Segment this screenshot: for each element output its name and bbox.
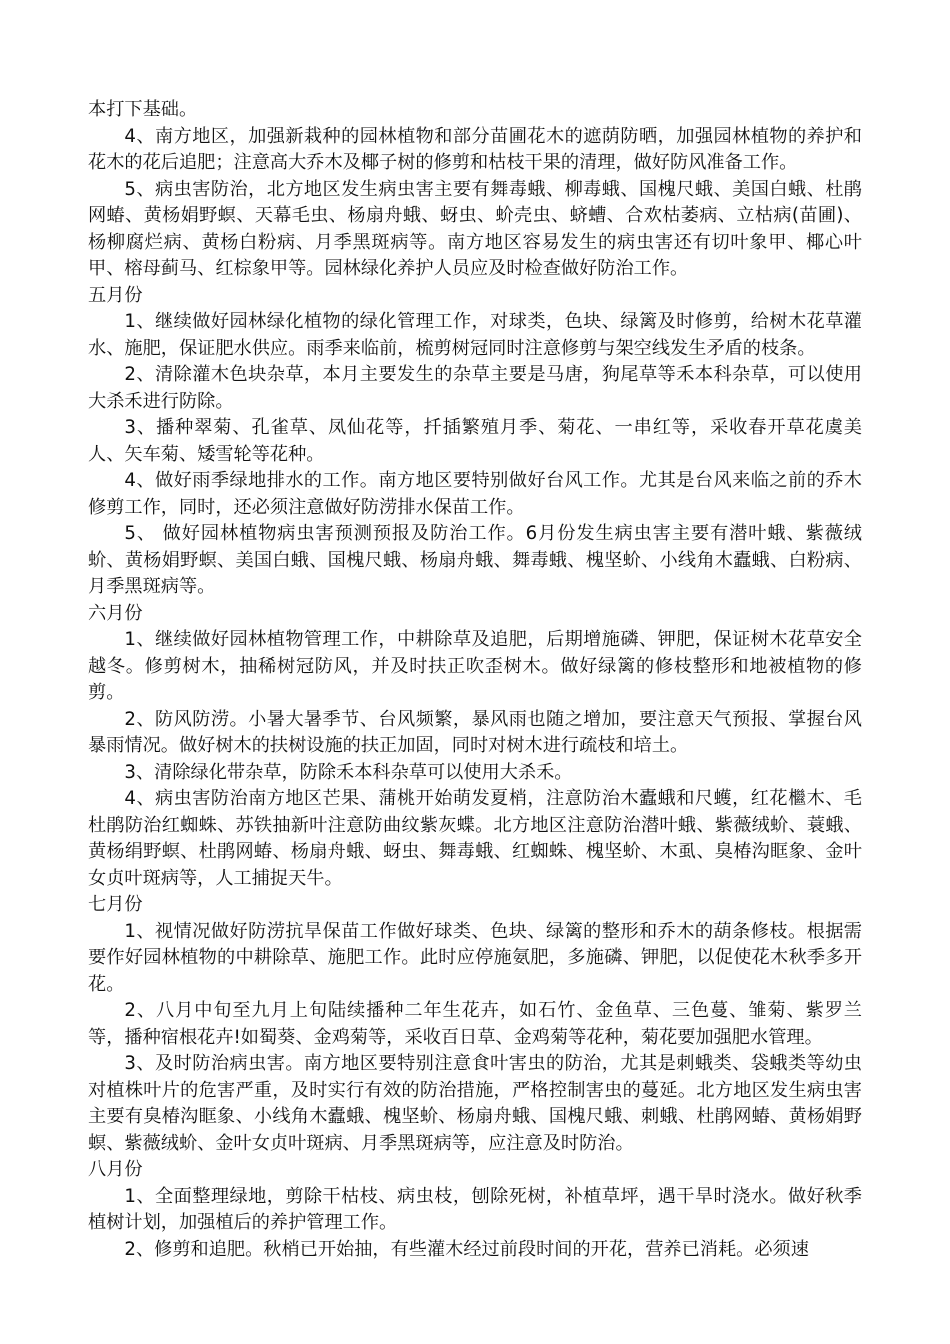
paragraph: 1、继续做好园林植物管理工作，中耕除草及追肥，后期增施磷、钾肥，保证树木花草安全越冬。修剪树木，抽稀树冠防风，并及时扶正吹歪树木。做好绿篱的修枝整形和地被植物的修剪。 <box>88 629 862 703</box>
paragraph: 3、播种翠菊、孔雀草、凤仙花等，扦插繁殖月季、菊花、一串红等，采收春开草花虞美人、矢车菊、矮雪轮等花种。 <box>88 417 862 465</box>
paragraph: 本打下基础。 <box>88 99 198 120</box>
paragraph: 1、全面整理绿地，剪除干枯枝、病虫枝，刨除死树，补植草坪，遇干旱时浇水。做好秋季植树计划，加强植后的养护管理工作。 <box>88 1185 862 1233</box>
paragraph: 2、修剪和追肥。秋梢已开始抽，有些灌木经过前段时间的开花，营养已消耗。必须速 <box>124 1238 809 1260</box>
paragraph: 4、南方地区，加强新栽种的园林植物和部分苗圃花木的遮荫防晒，加强园林植物的养护和花木的花后追肥；注意高大乔木及椰子树的修剪和枯枝干果的清理，做好防风准备工作。 <box>88 125 862 173</box>
paragraph: 5、病虫害防治，北方地区发生病虫害主要有舞毒蛾、柳毒蛾、国槐尺蛾、美国白蛾、杜鹃网蝽、黄杨娟野螟、天幕毛虫、杨扇舟蛾、蚜虫、蚧壳虫、蛴螬、合欢枯萎病、立枯病(苗圃)、杨柳腐烂病、黄杨白粉病、月季黑斑病等。南方地区容易发生的病虫害还有切叶象甲、椰心叶甲、榕母蓟马、红棕象甲等。园林绿化养护人员应及时检查做好防治工作。 <box>88 178 862 279</box>
section-heading-may: 五月份 <box>88 284 143 306</box>
section-heading-august: 八月份 <box>88 1159 143 1180</box>
paragraph: 4、做好雨季绿地排水的工作。南方地区要特别做好台风工作。尤其是台风来临之前的乔木修剪工作，同时，还必须注意做好防涝排水保苗工作。 <box>88 470 862 518</box>
paragraph: 2、防风防涝。小暑大暑季节、台风频繁，暴风雨也随之增加，要注意天气预报、掌握台风暴雨情况。做好树木的扶树设施的扶正加固，同时对树木进行疏枝和培土。 <box>88 708 862 756</box>
paragraph: 3、清除绿化带杂草，防除禾本科杂草可以使用大杀禾。 <box>124 761 573 783</box>
section-heading-july: 七月份 <box>88 894 143 915</box>
paragraph: 3、及时防治病虫害。南方地区要特别注意食叶害虫的防治，尤其是刺蛾类、袋蛾类等幼虫对植株叶片的危害严重，及时实行有效的防治措施，严格控制害虫的蔓延。北方地区发生病虫害主要有臭椿沟眶象、小线角木蠹蛾、槐坚蚧、杨扇舟蛾、国槐尺蛾、刺蛾、杜鹃网蝽、黄杨娟野螟、紫薇绒蚧、金叶女贞叶斑病、月季黑斑病等，应注意及时防治。 <box>88 1053 862 1154</box>
paragraph: 1、继续做好园林绿化植物的绿化管理工作，对球类，色块、绿篱及时修剪，给树木花草灌水、施肥，保证肥水供应。雨季来临前，梳剪树冠同时注意修剪与架空线发生矛盾的枝条。 <box>88 311 862 359</box>
section-heading-june: 六月份 <box>88 602 143 624</box>
paragraph: 4、病虫害防治南方地区芒果、蒲桃开始萌发夏梢，注意防治木蠹蛾和尺蠖，红花檵木、毛杜鹃防治红蜘蛛、苏铁抽新叶注意防曲纹紫灰蝶。北方地区注意防治潜叶蛾、紫薇绒蚧、蓑蛾、黄杨绢野螟、杜鹃网蝽、杨扇舟蛾、蚜虫、舞毒蛾、红蜘蛛、槐坚蚧、木虱、臭椿沟眶象、金叶女贞叶斑病等，人工捕捉天牛。 <box>88 788 862 889</box>
paragraph: 2、八月中旬至九月上旬陆续播种二年生花卉，如石竹、金鱼草、三色蔓、雏菊、紫罗兰等，播种宿根花卉!如蜀葵、金鸡菊等，采收百日草、金鸡菊等花种，菊花要加强肥水管理。 <box>88 1000 862 1048</box>
paragraph: 5、 做好园林植物病虫害预测预报及防治工作。6月份发生病虫害主要有潜叶蛾、紫薇绒蚧、黄杨娟野螟、美国白蛾、国槐尺蛾、杨扇舟蛾、舞毒蛾、槐坚蚧、小线角木蠹蛾、白粉病、月季黑斑病等。 <box>88 523 862 597</box>
paragraph: 1、视情况做好防涝抗旱保苗工作做好球类、色块、绿篱的整形和乔木的葫条修枝。根据需要作好园林植物的中耕除草、施肥工作。此时应停施氨肥，多施磷、钾肥，以促使花木秋季多开花。 <box>88 920 862 995</box>
paragraph: 2、清除灌木色块杂草，本月主要发生的杂草主要是马唐，狗尾草等禾本科杂草，可以使用大杀禾进行防除。 <box>88 364 862 412</box>
